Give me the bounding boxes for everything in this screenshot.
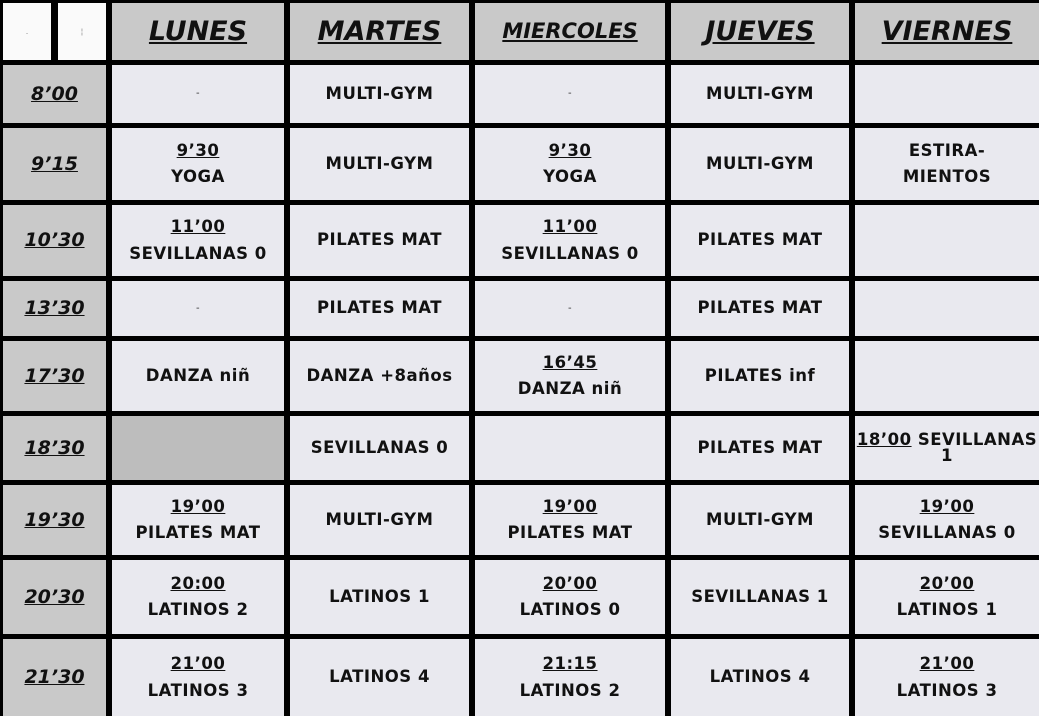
class-cell-martes (290, 65, 469, 123)
class-cell-viernes (855, 416, 1039, 480)
class-name: MULTI-GYM (325, 153, 434, 173)
class-name: LATINOS 0 (519, 600, 621, 619)
class-name: DANZA niñ (517, 379, 623, 398)
class-name: LATINOS 3 (147, 680, 249, 700)
class-name: ESTIRA- (908, 140, 986, 160)
class-name: MULTI-GYM (706, 509, 814, 529)
class-name: SEVILLANAS (917, 429, 1038, 449)
class-cell-viernes (855, 560, 1039, 634)
class-name: LATINOS 4 (329, 667, 430, 687)
class-name: PILATES inf (704, 365, 816, 385)
day-header-viernes: VIERNES (855, 3, 1039, 60)
class-cell-miercoles (475, 205, 665, 276)
class-cell-miercoles (475, 485, 665, 555)
class-name: LATINOS 4 (709, 667, 811, 687)
class-name: LATINOS 1 (329, 586, 430, 606)
empty-dash: - (195, 88, 201, 99)
class-name: SEVILLANAS 0 (310, 437, 449, 457)
class-name: PILATES MAT (697, 298, 823, 318)
time-slot-label: 19’30 (3, 485, 106, 555)
day-header-miercoles: MIERCOLES (475, 3, 665, 60)
class-cell-viernes (855, 341, 1039, 411)
class-name: PILATES MAT (697, 437, 823, 457)
class-cell-viernes (855, 128, 1039, 200)
class-cell-martes (290, 205, 469, 276)
class-name: DANZA niñ (145, 365, 251, 385)
day-header-lunes: LUNES (112, 3, 284, 60)
class-name: PILATES MAT (135, 523, 261, 542)
class-start-time: 9’30 (548, 140, 592, 160)
class-cell-jueves (671, 281, 849, 336)
class-start-time: 9’30 (176, 140, 220, 160)
empty-dash: - (195, 302, 201, 314)
class-cell-jueves (671, 560, 849, 634)
time-slot-label: 17’30 (3, 341, 106, 411)
class-start-time: 20:00 (170, 573, 226, 593)
class-name: PILATES MAT (697, 230, 823, 250)
class-name: LATINOS 1 (896, 600, 998, 619)
class-start-time: 21’00 (170, 654, 226, 674)
class-cell-miercoles (475, 128, 665, 200)
class-start-time: 19’00 (542, 496, 598, 516)
class-name: MULTI-GYM (706, 83, 814, 103)
class-name: 1 (941, 446, 953, 465)
class-name: LATINOS 2 (147, 600, 249, 619)
class-cell-lunes (112, 485, 284, 555)
class-cell-lunes (112, 560, 284, 634)
time-slot-label: 8’00 (3, 65, 106, 123)
class-name: LATINOS 2 (519, 680, 621, 700)
empty-dash: - (567, 302, 573, 314)
class-start-time: 11’00 (542, 217, 598, 237)
corner-header (3, 3, 106, 60)
time-slot-label: 20’30 (3, 560, 106, 634)
class-cell-lunes (112, 128, 284, 200)
corner-box-left: . (3, 3, 51, 60)
class-cell-lunes (112, 341, 284, 411)
time-slot-label: 9’15 (3, 128, 106, 200)
time-slot-label: 10’30 (3, 205, 106, 276)
class-cell-martes (290, 485, 469, 555)
class-name: SEVILLANAS 0 (129, 243, 267, 263)
class-cell-martes (290, 639, 469, 716)
class-cell-jueves (671, 341, 849, 411)
class-name: MIENTOS (902, 167, 992, 186)
class-cell-martes (290, 560, 469, 634)
time-slot-label: 18’30 (3, 416, 106, 480)
class-cell-lunes (112, 639, 284, 716)
time-slot-label: 21’30 (3, 639, 106, 716)
class-cell-miercoles (475, 65, 665, 123)
class-cell-martes (290, 281, 469, 336)
class-cell-martes (290, 341, 469, 411)
class-cell-viernes (855, 485, 1039, 555)
class-name: MULTI-GYM (325, 509, 434, 529)
class-cell-lunes (112, 205, 284, 276)
class-name: PILATES MAT (507, 523, 633, 542)
class-cell-jueves (671, 128, 849, 200)
class-name: PILATES MAT (316, 298, 443, 318)
class-cell-miercoles (475, 639, 665, 716)
class-name: LATINOS 3 (896, 680, 998, 700)
class-cell-jueves (671, 485, 849, 555)
class-cell-jueves (671, 65, 849, 123)
class-cell-martes (290, 128, 469, 200)
class-name: DANZA +8años (306, 365, 453, 385)
day-header-martes: MARTES (290, 3, 469, 60)
class-start-time: 20’00 (919, 573, 975, 593)
class-cell-jueves (671, 416, 849, 480)
class-start-time: 16’45 (542, 352, 598, 372)
class-name: SEVILLANAS 0 (501, 243, 639, 263)
corner-box-right: ¦ (58, 3, 106, 60)
class-name: SEVILLANAS 0 (878, 523, 1016, 542)
class-cell-jueves (671, 639, 849, 716)
class-name: YOGA (171, 167, 225, 186)
empty-dash: - (567, 88, 573, 99)
class-name: MULTI-GYM (325, 83, 434, 103)
class-cell-miercoles (475, 560, 665, 634)
time-slot-label: 13’30 (3, 281, 106, 336)
class-cell-miercoles (475, 341, 665, 411)
class-name: PILATES MAT (316, 230, 443, 250)
class-start-time: 19’00 (170, 496, 226, 516)
class-cell-martes (290, 416, 469, 480)
class-cell-viernes (855, 639, 1039, 716)
class-name: YOGA (543, 167, 597, 186)
class-name: SEVILLANAS 1 (691, 586, 829, 606)
class-start-time: 18’00 (856, 429, 912, 449)
class-cell-viernes (855, 65, 1039, 123)
class-cell-jueves (671, 205, 849, 276)
class-start-time: 11’00 (170, 217, 226, 237)
class-cell-miercoles (475, 281, 665, 336)
class-start-time: 20’00 (542, 573, 598, 593)
class-cell-viernes (855, 281, 1039, 336)
class-cell-viernes (855, 205, 1039, 276)
class-cell-lunes (112, 281, 284, 336)
class-cell-miercoles (475, 416, 665, 480)
class-name: MULTI-GYM (706, 153, 814, 173)
class-start-time: 21:15 (542, 654, 598, 674)
class-start-time: 21’00 (919, 654, 975, 674)
class-start-time: 19’00 (919, 496, 975, 516)
class-cell-lunes (112, 416, 284, 480)
day-header-jueves: JUEVES (671, 3, 849, 60)
class-cell-lunes (112, 65, 284, 123)
